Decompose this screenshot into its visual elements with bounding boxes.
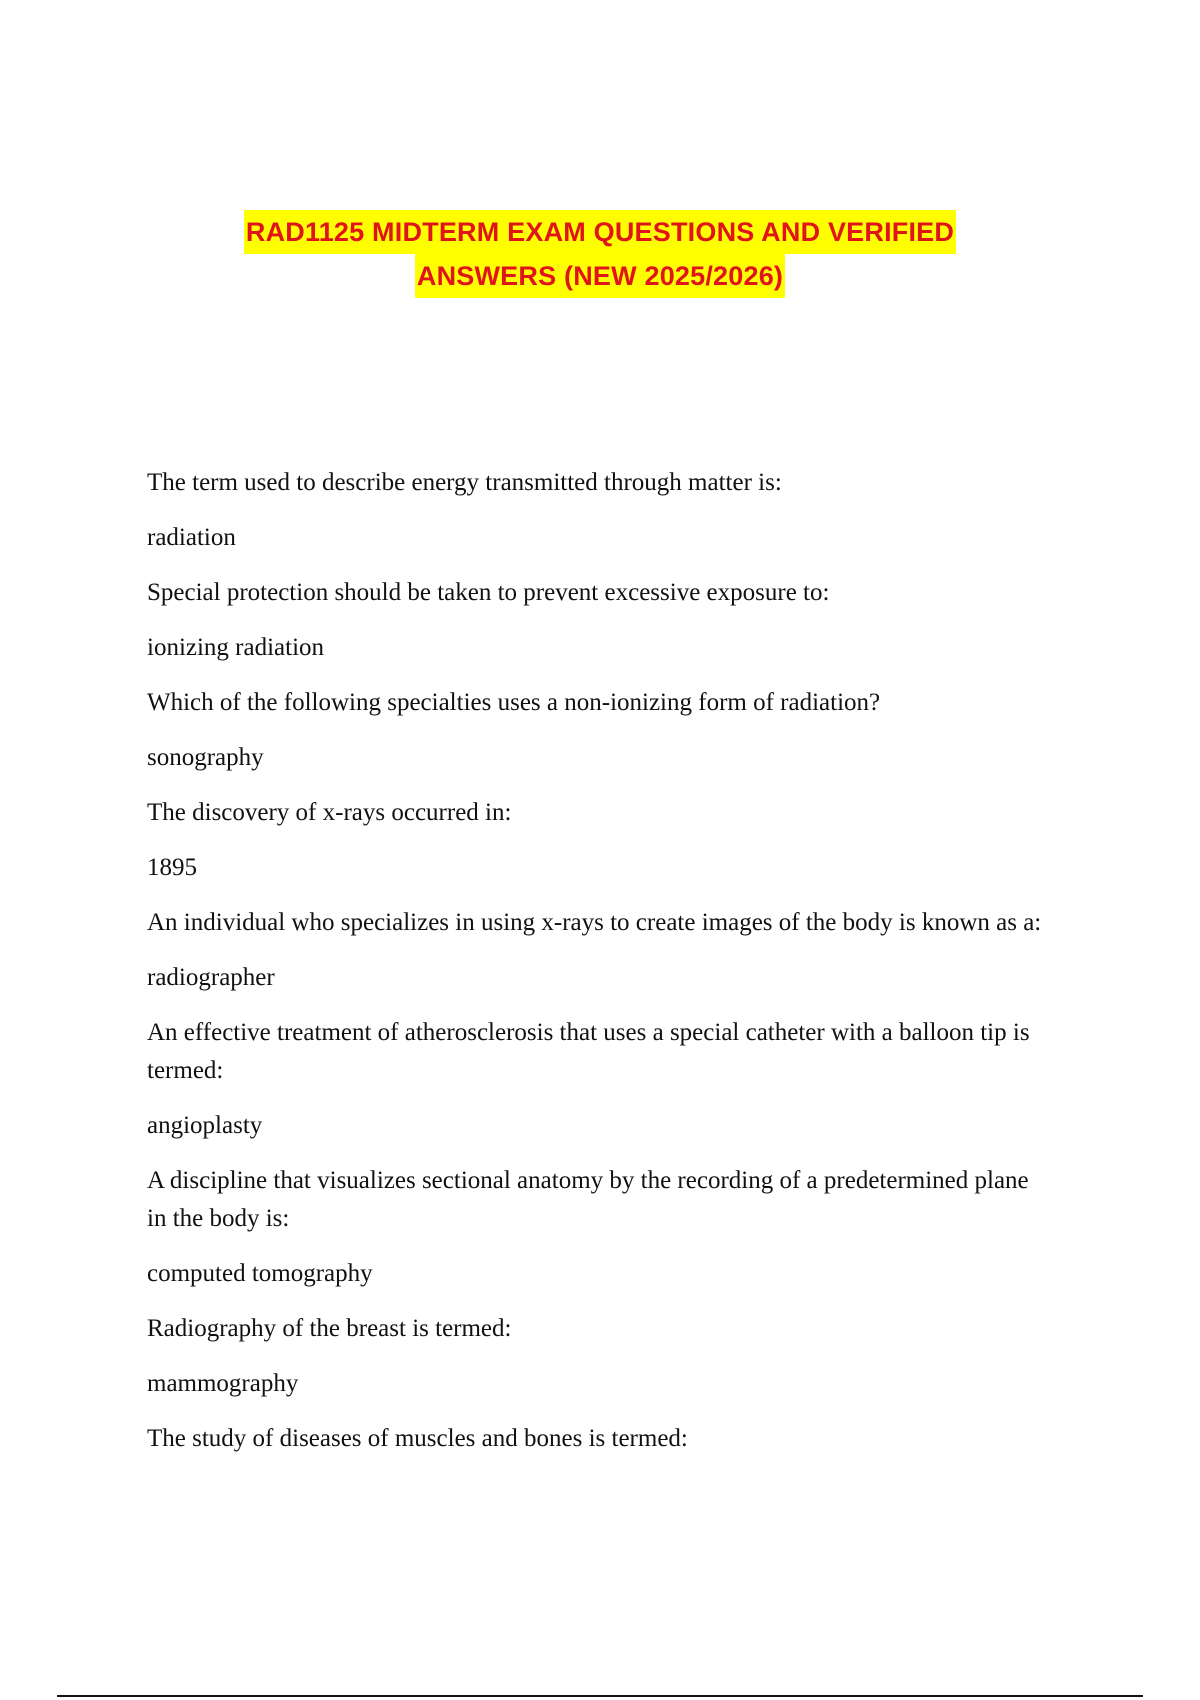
answer-1: radiation	[147, 524, 236, 551]
question-6: An effective treatment of atherosclerosis that uses a special catheter with a balloon tip is termed:	[147, 1019, 1030, 1084]
bottom-divider	[57, 1695, 1143, 1697]
question-9: The study of diseases of muscles and bones is termed:	[147, 1425, 688, 1452]
answer-7: computed tomography	[147, 1260, 373, 1287]
question-1: The term used to describe energy transmitted through matter is:	[147, 469, 782, 496]
question-answer-list	[147, 464, 1047, 1475]
answer-3: sonography	[147, 744, 264, 771]
answer-2: ionizing radiation	[147, 634, 325, 661]
answer-5: radiographer	[147, 964, 275, 991]
answer-6: angioplasty	[147, 1112, 263, 1139]
question-4: The discovery of x-rays occurred in:	[147, 799, 512, 826]
title-line-2: ANSWERS (NEW 2025/2026)	[415, 254, 785, 298]
question-5: An individual who specializes in using x-rays to create images of the body is known as a:	[147, 909, 1042, 936]
answer-4: 1895	[147, 854, 197, 881]
title-line-1: RAD1125 MIDTERM EXAM QUESTIONS AND VERIFIED	[244, 210, 956, 254]
question-2: Special protection should be taken to prevent excessive exposure to:	[147, 579, 830, 606]
question-7: A discipline that visualizes sectional anatomy by the recording of a predetermined plane in the body is:	[147, 1167, 1029, 1232]
document-title	[0, 210, 1200, 298]
question-3: Which of the following specialties uses a non-ionizing form of radiation?	[147, 689, 881, 716]
question-8: Radiography of the breast is termed:	[147, 1315, 512, 1342]
answer-8: mammography	[147, 1370, 299, 1397]
